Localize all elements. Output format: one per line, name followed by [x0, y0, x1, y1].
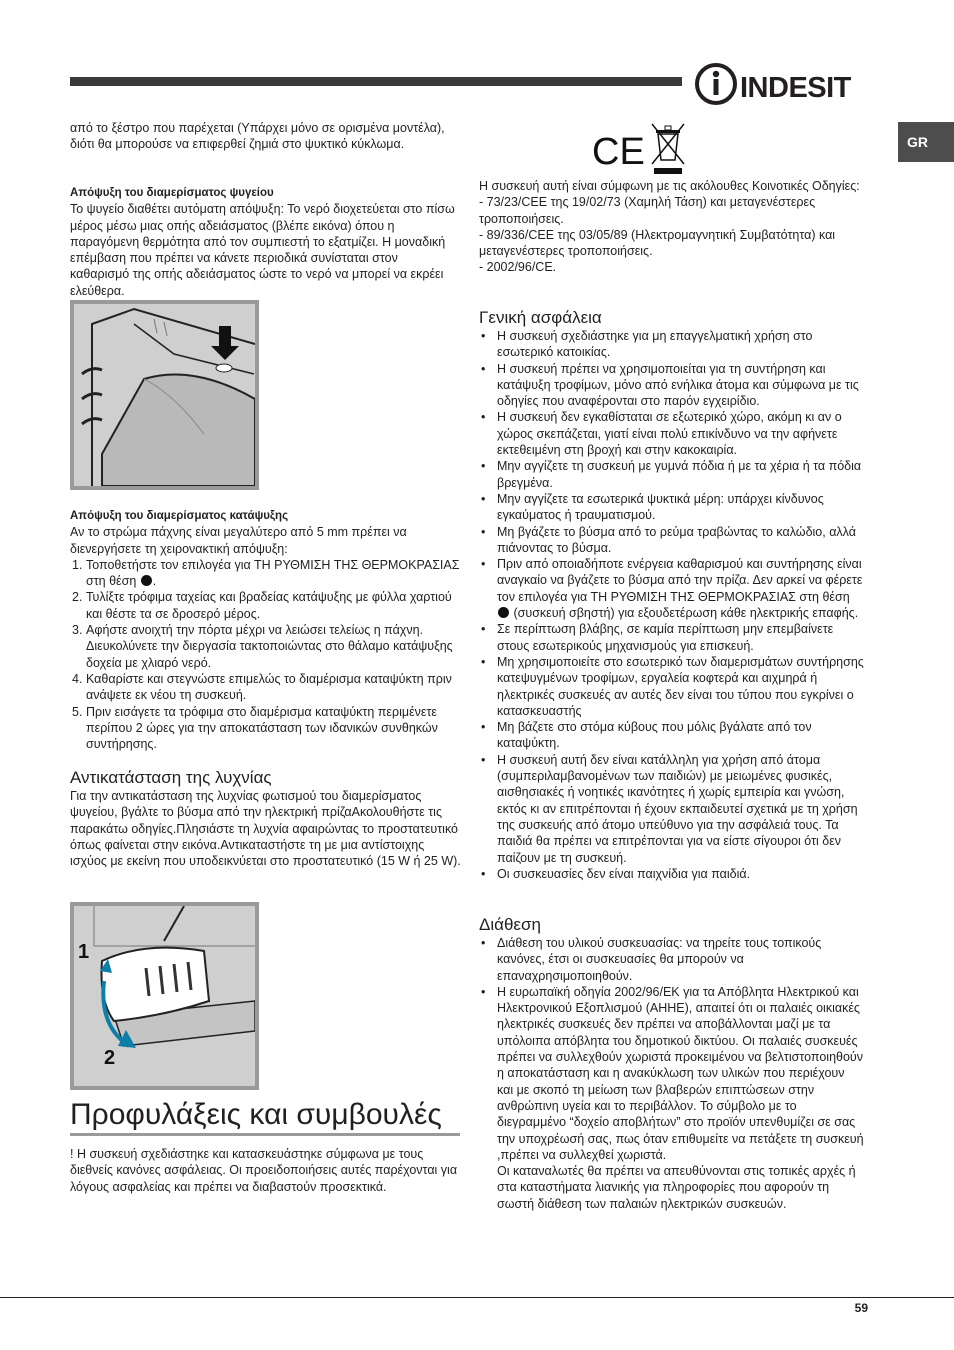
intro-text: από το ξέστρο που παρέχεται (Υπάρχει μόνο σε ορισμένα μοντέλα), διότι θα μπορούσε να επιφερθεί ζημιά στο ψυκτικό κύκλωμα.: [70, 121, 445, 152]
fridge-defrost-title: Απόψυξη του διαμερίσματος ψυγείου: [70, 187, 274, 199]
svg-text:1: 1: [78, 941, 90, 963]
list-item: • Η συσκευή σχεδιάστηκε για μη επαγγελματική χρήση στο εσωτερικό κατοικίας.: [479, 328, 864, 361]
off-position-icon: [141, 575, 152, 586]
list-item: • Πριν από οποιαδήποτε ενέργεια καθαρισμού και συντήρησης είναι αναγκαίο να βγάζετε το βύσμα από την πρίζα. Δεν αρκεί να φέρετε τον επιλογέα για ΤΗ ΡΥΘΜΙΣΗ ΤΗΣ ΘΕΡΜΟΚΡΑΣΙΑΣ στη θέση (συσκευή σβηστή) για εξουδετέρωση κάθε ηλεκτρικής επαφής.: [479, 556, 864, 621]
directives-section: [479, 178, 864, 276]
svg-text:CE: CE: [592, 131, 645, 173]
header-rule: [70, 77, 682, 86]
directive-item: - 2002/96/CE.: [479, 260, 557, 275]
lamp-title: Αντικατάσταση της λυχνίας: [70, 768, 272, 787]
directive-item: - 73/23/CEE της 19/02/73 (Χαμηλή Τάση) και μεταγενέστερες τροποποιήσεις.: [479, 195, 816, 226]
off-position-icon: [498, 607, 509, 618]
freezer-defrost-text: Αν το στρώμα πάχνης είναι μεγαλύτερο από 5 mm πρέπει να διενεργήσετε τη χειρονακτική απόψυξη:: [70, 525, 407, 556]
defrost-steps: [70, 557, 460, 753]
freezer-defrost-title: Απόψυξη του διαμερίσματος κατάψυξης: [70, 510, 289, 522]
list-item: • Μην αγγίζετε τα εσωτερικά ψυκτικά μέρη: υπάρχει κίνδυνος εγκαύματος ή τραυματισμού.: [479, 491, 864, 524]
list-item: • Οι συσκευασίες δεν είναι παιχνίδια για παιδιά.: [479, 866, 864, 882]
list-item: 2. Τυλίξτε τρόφιμα ταχείας και βραδείας κατάψυξης με φύλλα χαρτιού και θέστε τα σε δροσερό μέρος.: [72, 590, 452, 621]
indesit-logo: [694, 62, 874, 106]
directives-intro: Η συσκευή αυτή είναι σύμφωνη με τις ακόλουθες Κοινοτικές Οδηγίες:: [479, 179, 860, 193]
fridge-defrost-section: [70, 185, 460, 299]
disposal-title: Διάθεση: [479, 915, 541, 934]
title-underline: [70, 1133, 460, 1136]
list-item: • Η συσκευή αυτή δεν είναι κατάλληλη για χρήση από άτομα (συμπεριλαμβανομένων των παιδιών) με μειωμένες φυσικές, αισθησιακές ή νοητικές ικανότητες ή χωρίς εμπειρία και γνώση, εκτός κι αν επιτρέπονται ή έχουν εκπαιδευτεί σχετικά με τη χρήση της συσκευής από άτομο υπεύθυνο για την ασφάλειά τους. Τα παιδιά θα πρέπει να επιτρέπονται για να είστε σίγουροι ότι δεν παίζουν με τη συσκευή.: [479, 752, 864, 866]
language-tab: GR: [898, 122, 954, 162]
drain-hole-figure: [70, 300, 259, 490]
list-item: • Μη βάζετε στο στόμα κύβους που μόλις βγάλατε από τον καταψύκτη.: [479, 719, 864, 752]
precautions-intro: [70, 1146, 460, 1195]
crossed-bin-icon: [652, 124, 684, 174]
disposal-list: [479, 935, 864, 1163]
safety-list: [479, 328, 864, 882]
general-safety-title: Γενική ασφάλεια: [479, 308, 602, 327]
precautions-text: ! Η συσκευή σχεδιάστηκε και κατασκευάστηκε σύμφωνα με τους διεθνείς κανόνες ασφάλειας. Οι προειδοποιήσεις αυτές παρέχονται για λόγους ασφαλείας και πρέπει να διαβαστούν προσεκτικά.: [70, 1147, 458, 1194]
intro-paragraph: [70, 120, 460, 153]
list-item: 3. Αφήστε ανοιχτή την πόρτα μέχρι να λειώσει τελείως η πάχνη. Διευκολύνετε την διεργασία τακτοποιώντας στο θάλαμο κατάψυξης δοχεία με χλιαρό νερό.: [72, 623, 453, 670]
lamp-text: Για την αντικατάσταση της λυχνίας φωτισμού του διαμερίσματος ψυγείου, βγάλτε το βύσμα από την ηλεκτρική πρίζαΑκολουθήστε τις παρακάτω οδηγίες.Πλησιάστε τη λυχνία αφαιρώντας το προστατευτικό όπως φαίνεται στην εικόνα.Αντικαταστήστε τη με μια αντίστοιχης ισχύος με εκείνη που υποδεικνύεται στο προστατευτικό (15 W ή 25 W).: [70, 789, 461, 869]
directive-item: - 89/336/CEE της 03/05/89 (Ηλεκτρομαγνητική Συμβατότητα) και μεταγενέστερες τροποποιήσεις.: [479, 227, 836, 259]
svg-text:INDESIT: INDESIT: [740, 72, 851, 104]
freezer-defrost-section: [70, 508, 460, 752]
list-item: • Η συσκευή δεν εγκαθίσταται σε εξωτερικό χώρο, ακόμη κι αν ο χώρος σκεπάζεται, γιατί είναι πολύ επικίνδυνο να την αφήνετε εκτεθειμένη στη βροχή και στην κακοκαιρία.: [479, 409, 864, 458]
list-item: • Μη βγάζετε το βύσμα από το ρεύμα τραβώντας το καλώδιο, αλλά πιάνοντας το βύσμα.: [479, 524, 864, 557]
page-number: 59: [854, 1301, 868, 1315]
list-item: • Η συσκευή πρέπει να χρησιμοποιείται για τη συντήρηση και κατάψυξη τροφίμων, μόνο από ενήλικα άτομα και σύμφωνα με τις οδηγίες που αναφέρονται στο παρόν εγχειρίδιο.: [479, 361, 864, 410]
list-item: • Η ευρωπαϊκή οδηγία 2002/96/ΕΚ για τα Απόβλητα Ηλεκτρικού και Ηλεκτρονικού Εξοπλισμού (ΑΗΗΕ), απαιτεί ότι οι παλαιές οικιακές ηλεκτρικές συσκευές δεν πρέπει να αποβάλλονται μαζί με τα υπόλοιπα απόβλητα του δημοτικού δικτύου. Οι παλαιές συσκευές πρέπει να συλλεχθούν χωριστά προκειμένου να βελτιστοποιηθούν η αποκατάσταση και η ανακύκλωση των υλικών που περιέχουν και με σκοπό τη μείωση των βλαβερών επιπτώσεων στην ανθρώπινη υγεία και το περιβάλλον. Το σύμβολο με το διεγραμμένο “δοχείο αποβλήτων” στο προϊόν υπενθυμίζει σε σας την υποχρέωσή σας, πως όταν επιθυμείτε να πετάξετε τη συσκευή ,πρέπει να συλλεχθεί χωριστά.: [479, 984, 864, 1163]
precautions-heading: [70, 1097, 460, 1136]
list-item: • Διάθεση του υλικού συσκευασίας: να τηρείτε τους τοπικούς κανόνες, έτσι οι συσκευασίες θα μπορούν να επαναχρησιμοποιηθούν.: [479, 935, 864, 984]
list-item: 1. Τοποθετήστε τον επιλογέα για ΤΗ ΡΥΘΜΙΣΗ ΤΗΣ ΘΕΡΜΟΚΡΑΣΙΑΣ στη θέση .: [72, 557, 460, 589]
ce-weee-marks: [592, 122, 692, 178]
disposal-section: [479, 915, 864, 1212]
lamp-section: [70, 768, 462, 869]
list-item: • Σε περίπτωση βλάβης, σε καμία περίπτωση μην επεμβαίνετε στους εσωτερικούς μηχανισμούς για επισκευή.: [479, 621, 864, 654]
list-item: 5. Πριν εισάγετε τα τρόφιμα στο διαμέρισμα καταψύκτη περιμένετε περίπου 2 ώρες για την αποκατάσταση των ιδανικών συνθηκών συντήρησης.: [72, 704, 438, 752]
page-title: Προφυλάξεις και συμβουλές: [70, 1098, 442, 1131]
list-item: • Μη χρησιμοποιείτε στο εσωτερικό των διαμερισμάτων συντήρησης κατεψυγμένων τροφίμων, εργαλεία κοφτερά και αιχμηρά ή ηλεκτρικές συσκευές αν αυτές δεν είναι του τύπου που εγκρίνει ο κατασκευαστής: [479, 654, 864, 719]
lamp-replacement-figure: [70, 902, 259, 1090]
list-item: 4. Καθαρίστε και στεγνώστε επιμελώς το διαμέρισμα καταψύκτη πριν ανάψετε εκ νέου τη συσκευή.: [72, 671, 452, 703]
general-safety-section: [479, 308, 864, 882]
list-item: • Μην αγγίζετε τη συσκευή με γυμνά πόδια ή με τα χέρια ή τα πόδια βρεγμένα.: [479, 458, 864, 491]
footer-rule: [0, 1297, 954, 1298]
fridge-defrost-text: Το ψυγείο διαθέτει αυτόματη απόψυξη: Το νερό διοχετεύεται στο πίσω μέρος μέσω μιας οπής αδειάσματος (βλέπε εικόνα) όπου η παραγόμενη θερμότητα από τον συμπιεστή το εξατμίζει. Η μοναδική επέμβαση που πρέπει να κάνετε περιοδικά συνίσταται στον καθαρισμό της οπής αδειάσματος ώστε το νερό να μπορεί να εκρέει ελεύθερα.: [70, 202, 455, 298]
svg-text:2: 2: [104, 1047, 116, 1069]
disposal-footer-text: Οι καταναλωτές θα πρέπει να απευθύνονται στις τοπικές αρχές ή στα καταστήματα λιανικής για πληροφορίες που αφορούν τη σωστή διάθεση των παλαιών ηλεκτρικών συσκευών.: [497, 1164, 856, 1211]
